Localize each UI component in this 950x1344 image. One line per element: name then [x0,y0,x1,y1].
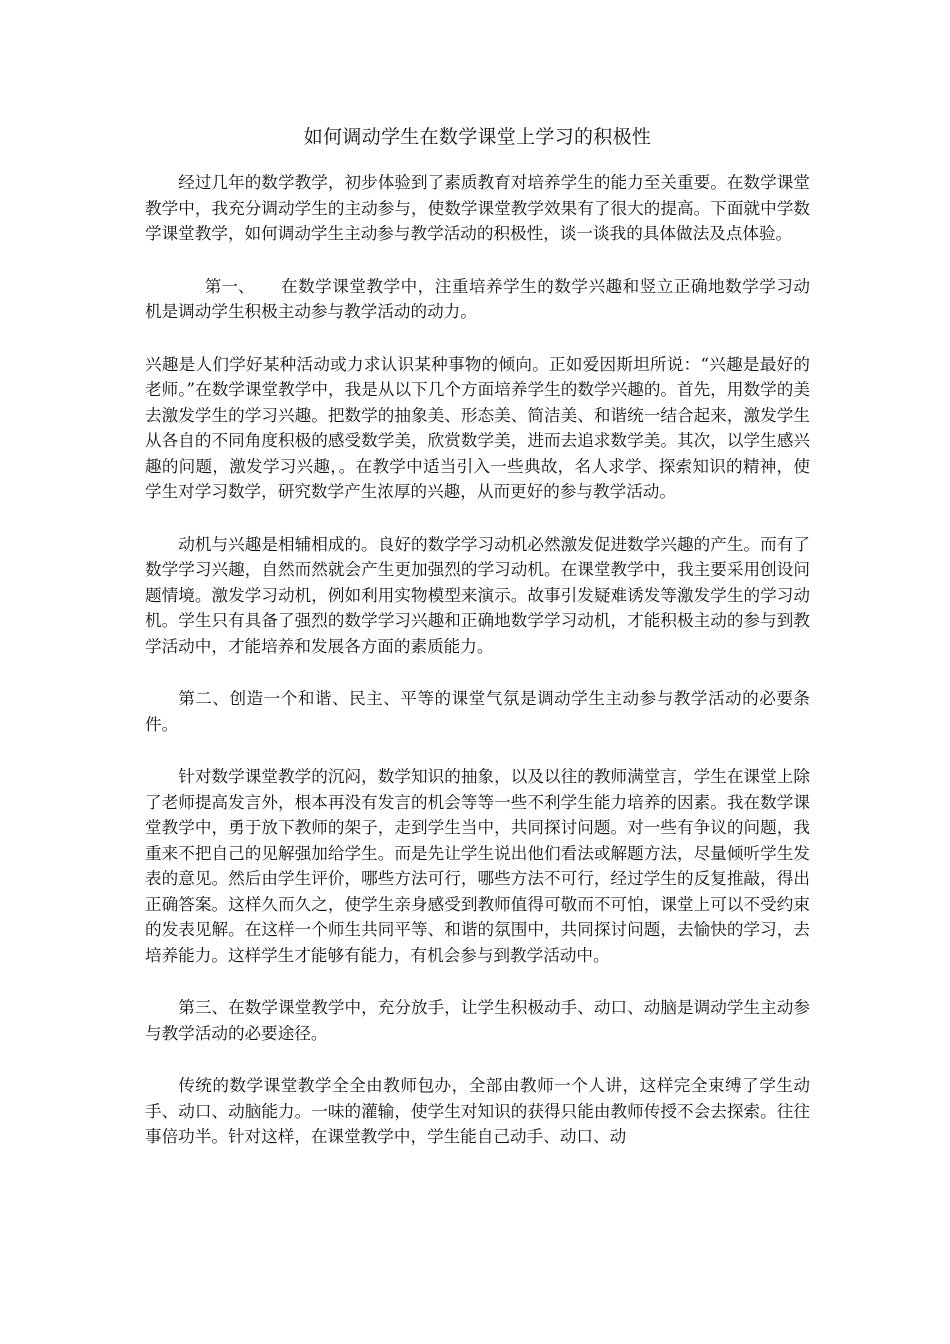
document-page [145,122,810,1177]
motivation-paragraph: 动机与兴趣是相辅相成的。良好的数学学习动机必然激发促进数学兴趣的产生。而有了数学学习兴趣，自然而然就会产生更加强烈的学习动机。在课堂教学中，我主要采用创设问题情境。激发学习动机，例如利用实物模型来演示。故事引发疑难诱发等激发学生的学习动机。学生只有具备了强烈的数学学习兴趣和正确地数学学习动机，才能积极主动的参与到教学活动中，才能培养和发展各方面的素质能力。 [145,534,810,656]
section-one-heading [145,274,810,325]
intro-paragraph: 经过几年的数学教学，初步体验到了素质教育对培养学生的能力至关重要。在数学课堂教学中，我充分调动学生的主动参与，使数学课堂教学效果有了很大的提高。下面就中学数学课堂教学，如何调动学生主动参与教学活动的积极性，谈一谈我的具体做法及点体验。 [145,173,810,243]
section-one-heading-text: 在数学课堂教学中，注重培养学生的数学兴趣和竖立正确地数学学习动机是调动学生积极主动参与教学活动的动力。 [145,276,810,321]
section-two-heading: 第二、创造一个和谐、民主、平等的课堂气氛是调动学生主动参与教学活动的必要条件。 [145,689,810,734]
interest-paragraph: 兴趣是人们学好某种活动或力求认识某种事物的倾向。正如爱因斯坦所说：“兴趣是最好的老师。”在数学课堂教学中，我是从以下几个方面培养学生的数学兴趣的。首先，用数学的美去激发学生的学习兴趣。把数学的抽象美、形态美、简洁美、和谐统一结合起来，激发学生从各自的不同角度积极的感受数学美，欣赏数学美，进而去追求数学美。其次，以学生感兴趣的问题，激发学习兴趣，。在教学中适当引入一些典故，名人求学、探索知识的精神，使学生对学习数学，研究数学产生浓厚的兴趣，从而更好的参与教学活动。 [145,354,810,501]
section-one-label: 第一、 [204,276,255,296]
document-title: 如何调动学生在数学课堂上学习的积极性 [303,126,652,148]
traditional-teaching-paragraph: 传统的数学课堂教学全全由教师包办，全部由教师一个人讲，这样完全束缚了学生动手、动口、动脑能力。一味的灌输，使学生对知识的获得只能由教师传授不会去探索。往往事倍功半。针对这样，在课堂教学中，学生能自己动手、动口、动 [145,1076,810,1146]
section-three-heading: 第三、在数学课堂教学中，充分放手，让学生积极动手、动口、动脑是调动学生主动参与教学活动的必要途径。 [145,998,810,1043]
classroom-atmosphere-paragraph: 针对数学课堂教学的沉闷，数学知识的抽象，以及以往的教师满堂言，学生在课堂上除了老师提高发言外，根本再没有发言的机会等等一些不利学生能力培养的因素。我在数学课堂教学中，勇于放下教师的架子，走到学生当中，共同探讨问题。对一些有争议的问题，我重来不把自己的见解强加给学生。而是先让学生说出他们看法或解题方法，尽量倾听学生发表的意见。然后由学生评价，哪些方法可行，哪些方法不可行，经过学生的反复推敲，得出正确答案。这样久而久之，使学生亲身感受到教师值得可敬而不可怕，课堂上可以不受约束的发表见解。在这样一个师生共同平等、和谐的氛围中，共同探讨问题，去愉快的学习，去培养能力。这样学生才能够有能力，有机会参与到教学活动中。 [145,767,810,965]
